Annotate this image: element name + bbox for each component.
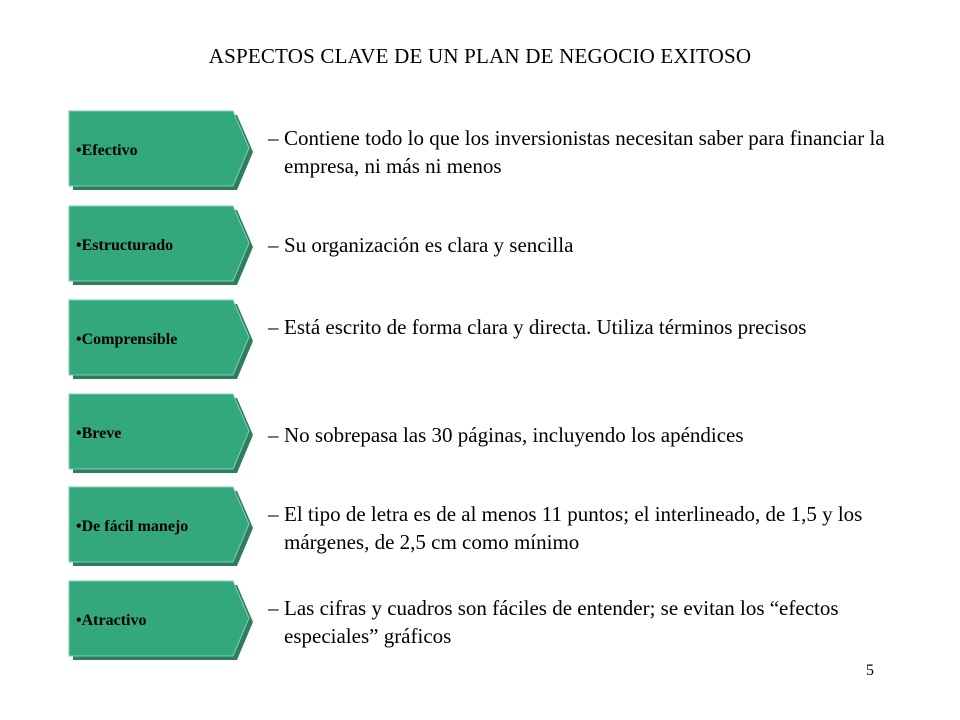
description	[268, 421, 888, 449]
description-text: Está escrito de forma clara y directa. Utiliza términos precisos	[284, 315, 807, 339]
list-item-breve	[0, 393, 960, 475]
description-text: No sobrepasa las 30 páginas, incluyendo los apéndices	[284, 423, 744, 447]
chevron-arrow-estructurado	[68, 205, 252, 287]
description	[268, 313, 888, 341]
chevron-label	[76, 580, 146, 662]
description-text: El tipo de letra es de al menos 11 puntos; el interlineado, de 1,5 y los márgenes, de 2,5 cm como mínimo	[284, 502, 863, 554]
chevron-label	[76, 110, 138, 192]
label-text: Atractivo	[81, 612, 147, 629]
label-text: Breve	[81, 425, 122, 442]
chevron-arrow-efectivo	[68, 110, 252, 192]
bullet: •	[76, 331, 82, 348]
list-item-efectivo	[0, 110, 960, 192]
chevron-label	[76, 393, 121, 475]
dash: –	[268, 315, 279, 339]
chevron-arrow-atractivo	[68, 580, 252, 662]
list-item-de-facil-manejo	[0, 486, 960, 568]
label-text: De fácil manejo	[81, 518, 189, 535]
description-text: Las cifras y cuadros son fáciles de entender; se evitan los “efectos especiales” gráficos	[284, 596, 839, 648]
bullet: •	[76, 425, 82, 442]
dash: –	[268, 126, 279, 150]
dash: –	[268, 502, 279, 526]
page-number: 5	[866, 662, 874, 679]
list-item-atractivo	[0, 580, 960, 662]
dash: –	[268, 233, 279, 257]
chevron-label	[76, 486, 188, 568]
bullet: •	[76, 142, 82, 159]
description-text: Su organización es clara y sencilla	[284, 233, 574, 257]
chevron-arrow-breve	[68, 393, 252, 475]
bullet: •	[76, 518, 82, 535]
bullet: •	[76, 612, 82, 629]
list-item-comprensible	[0, 299, 960, 381]
list-item-estructurado	[0, 205, 960, 287]
description	[268, 124, 888, 180]
description	[268, 231, 888, 259]
description	[268, 500, 888, 556]
chevron-arrow-de-facil-manejo	[68, 486, 252, 568]
chevron-label	[76, 205, 173, 287]
slide-title: ASPECTOS CLAVE DE UN PLAN DE NEGOCIO EXITOSO	[208, 44, 752, 68]
label-text: Estructurado	[81, 237, 174, 254]
description	[268, 594, 888, 650]
bullet: •	[76, 237, 82, 254]
dash: –	[268, 596, 279, 620]
chevron-label	[76, 299, 177, 381]
description-text: Contiene todo lo que los inversionistas necesitan saber para financiar la empresa, ni más ni menos	[284, 126, 885, 178]
label-text: Efectivo	[81, 142, 138, 159]
dash: –	[268, 423, 279, 447]
label-text: Comprensible	[81, 331, 178, 348]
chevron-arrow-comprensible	[68, 299, 252, 381]
